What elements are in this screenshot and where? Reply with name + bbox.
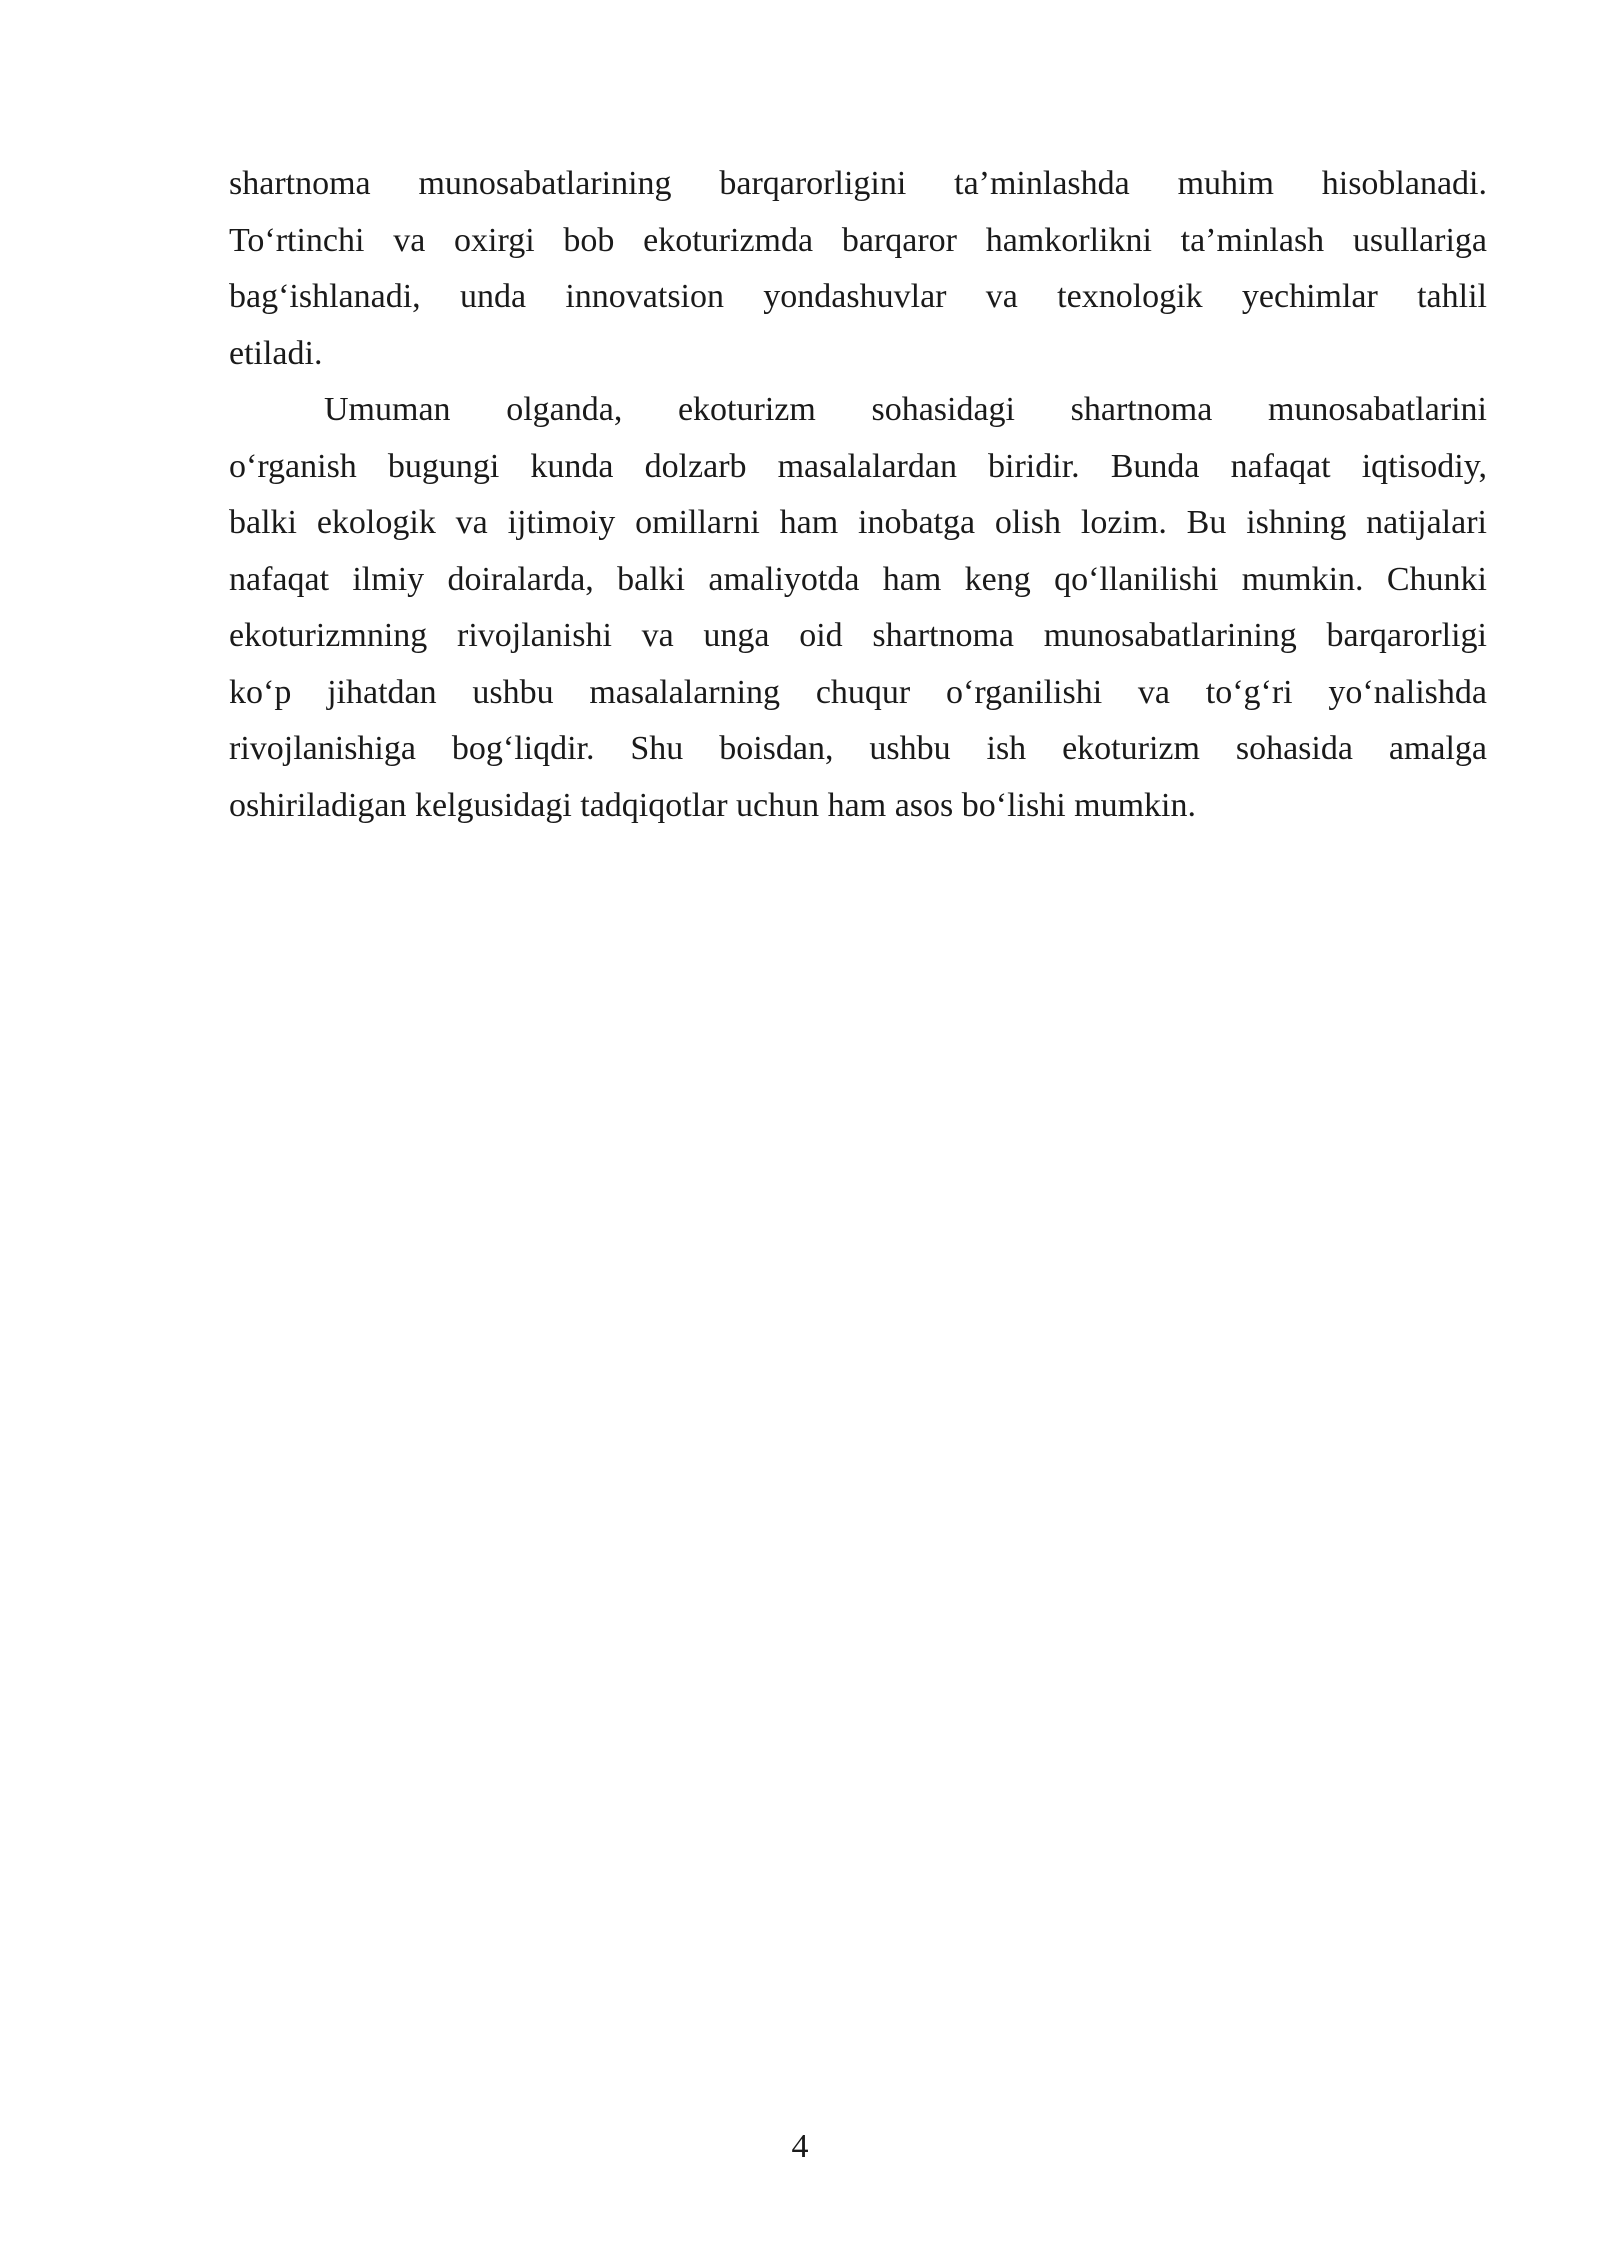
text-line: Umuman olganda, ekoturizm sohasidagi shartnoma munosabatlarini <box>324 391 1487 428</box>
text-line: shartnoma munosabatlarining barqarorligini ta’minlashda muhim hisoblanadi. <box>229 165 1487 202</box>
text-line: To‘rtinchi va oxirgi bob ekoturizmda barqaror hamkorlikni ta’minlash usullariga <box>229 221 1487 259</box>
text-line: o‘rganish bugungi kunda dolzarb masalalardan biridir. Bunda nafaqat iqtisodiy, <box>229 447 1487 485</box>
text-line: ekoturizmning rivojlanishi va unga oid shartnoma munosabatlarining barqarorligi <box>229 617 1487 654</box>
page-number: 4 <box>791 2128 809 2165</box>
body-text <box>229 156 1487 834</box>
text-line: bag‘ishlanadi, unda innovatsion yondashuvlar va texnologik yechimlar tahlil <box>229 278 1487 315</box>
text-line: rivojlanishiga bog‘liqdir. Shu boisdan, ushbu ish ekoturizm sohasida amalga <box>229 730 1487 767</box>
text-line: etiladi. <box>229 334 323 372</box>
text-line: balki ekologik va ijtimoiy omillarni ham inobatga olish lozim. Bu ishning natijalari <box>229 504 1487 541</box>
text-line: oshiriladigan kelgusidagi tadqiqotlar uchun ham asos bo‘lishi mumkin. <box>229 786 1196 824</box>
text-line: nafaqat ilmiy doiralarda, balki amaliyotda ham keng qo‘llanilishi mumkin. Chunki <box>229 560 1487 598</box>
text-line: ko‘p jihatdan ushbu masalalarning chuqur o‘rganilishi va to‘g‘ri yo‘nalishda <box>229 673 1487 711</box>
